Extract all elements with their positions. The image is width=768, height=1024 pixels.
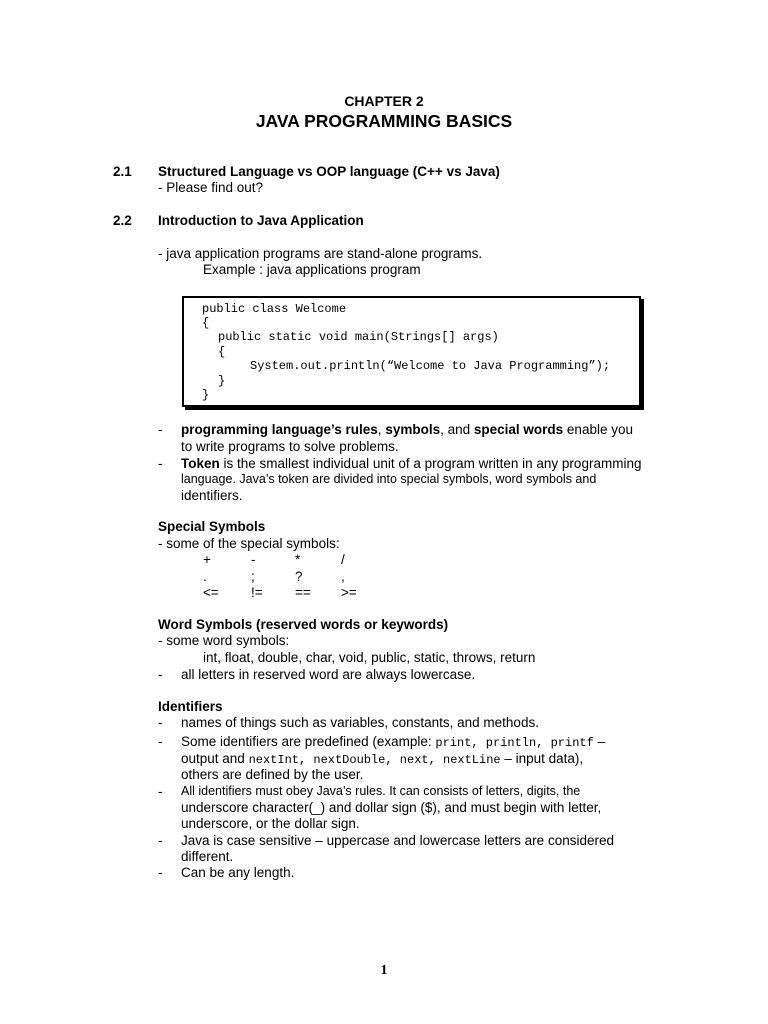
identifier-item-2-line2 xyxy=(181,751,583,767)
section-number-2-2: 2.2 xyxy=(113,213,132,228)
section-title-2-1: Structured Language vs OOP language (C++ vs Java) xyxy=(158,164,500,179)
text: , and xyxy=(440,422,474,437)
code-line: { xyxy=(218,345,226,359)
symbol: + xyxy=(203,552,211,567)
code-line: public static void main(Strings[] args) xyxy=(218,330,499,344)
word-symbols-intro: - some word symbols: xyxy=(158,633,290,648)
symbol: ? xyxy=(295,569,303,584)
symbol: <= xyxy=(203,585,219,600)
bold-text: symbols xyxy=(385,422,441,437)
symbol: - xyxy=(251,552,256,567)
code-text: print, println, printf xyxy=(435,736,594,750)
bullet-dash: - xyxy=(158,734,163,749)
bullet-dash: - xyxy=(158,833,163,848)
word-symbols-list: int, float, double, char, void, public, static, throws, return xyxy=(203,650,536,665)
section-text-2-1: - Please find out? xyxy=(158,180,264,195)
symbol: , xyxy=(341,569,345,584)
section-intro-2-2: - java application programs are stand-alone programs. xyxy=(158,246,483,261)
bullet-token-line3: identifiers. xyxy=(181,488,243,503)
identifier-item-3: All identifiers must obey Java’s rules. It can consists of letters, digits, the xyxy=(181,784,581,798)
bold-text: Token xyxy=(181,456,220,471)
code-text: nextInt, nextDouble, next, nextLine xyxy=(248,753,501,767)
bullet-token-line2: language. Java’s token are divided into special symbols, word symbols and xyxy=(181,472,597,486)
chapter-label: CHAPTER 2 xyxy=(344,93,424,109)
symbol: == xyxy=(295,585,311,600)
text: – xyxy=(593,734,606,749)
code-line: } xyxy=(202,388,210,402)
symbol: >= xyxy=(341,585,357,600)
bullet-dash: - xyxy=(158,456,163,471)
page-title: JAVA PROGRAMMING BASICS xyxy=(255,111,513,131)
bold-text: special words xyxy=(473,422,564,437)
bullet-rules xyxy=(181,422,633,437)
special-symbols-intro: - some of the special symbols: xyxy=(158,536,340,551)
identifier-item-3-line3: underscore, or the dollar sign. xyxy=(181,816,360,831)
bullet-dash: - xyxy=(158,784,163,799)
symbol: / xyxy=(341,552,345,567)
identifier-item-1: names of things such as variables, constants, and methods. xyxy=(181,715,539,730)
code-line: public class Welcome xyxy=(202,302,347,316)
bullet-rules-line2: to write programs to solve problems. xyxy=(181,439,399,454)
word-symbols-note: all letters in reserved word are always lowercase. xyxy=(181,667,476,682)
word-symbols-heading: Word Symbols (reserved words or keywords) xyxy=(158,617,449,632)
bullet-dash: - xyxy=(158,422,163,437)
section-title-2-2: Introduction to Java Application xyxy=(158,213,364,228)
bullet-dash: - xyxy=(158,865,163,880)
identifier-item-2 xyxy=(181,734,656,750)
code-line: System.out.println(“Welcome to Java Programming”); xyxy=(250,359,611,373)
bullet-dash: - xyxy=(158,715,163,730)
text: – input data), xyxy=(500,751,584,766)
code-line: { xyxy=(202,316,210,330)
bullet-token xyxy=(181,456,641,471)
page-number: 1 xyxy=(380,963,388,978)
text: , xyxy=(377,422,386,437)
code-box xyxy=(182,296,641,407)
identifier-item-3-line2: underscore character(_) and dollar sign ($), and must begin with letter, xyxy=(181,800,602,815)
bullet-dash: - xyxy=(158,667,163,682)
identifier-item-2-line3: others are defined by the user. xyxy=(181,767,364,782)
example-label: Example : java applications program xyxy=(203,262,421,277)
symbol: != xyxy=(251,585,263,600)
symbol: * xyxy=(295,552,301,567)
identifier-item-4-line2: different. xyxy=(181,849,234,864)
symbol: . xyxy=(203,569,207,584)
text: enable you xyxy=(563,422,633,437)
identifiers-heading: Identifiers xyxy=(158,699,223,714)
code-line: } xyxy=(218,374,226,388)
text: output and xyxy=(181,751,249,766)
special-symbols-heading: Special Symbols xyxy=(158,519,266,534)
identifier-item-4: Java is case sensitive – uppercase and lowercase letters are considered xyxy=(181,833,614,848)
text: Some identifiers are predefined (example: xyxy=(181,734,436,749)
symbol: ; xyxy=(251,569,255,584)
bold-text: programming language’s rules xyxy=(181,422,378,437)
section-number-2-1: 2.1 xyxy=(113,164,132,179)
text: is the smallest individual unit of a program written in any programming xyxy=(219,456,642,471)
identifier-item-5: Can be any length. xyxy=(181,865,295,880)
